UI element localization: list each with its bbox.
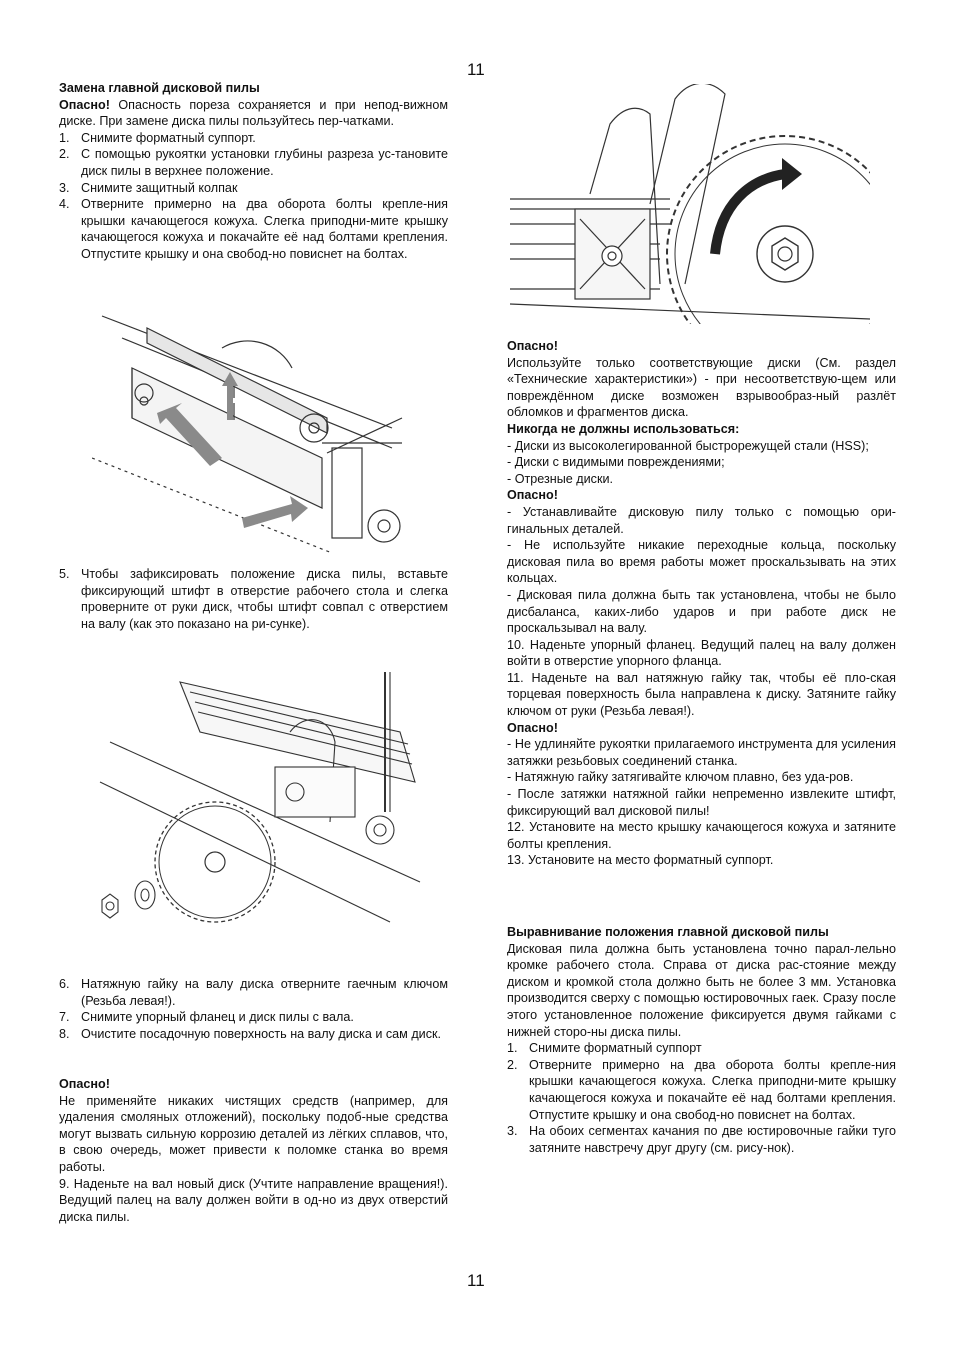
list-item: 12. Установите на место крышку качающегося кожуха и затяните болты крепления. (507, 820, 896, 851)
list-item: - Диски с видимыми повреждениями; (507, 455, 725, 470)
danger-label: Опасно! (507, 720, 558, 735)
danger-label: Опасно! (507, 339, 558, 353)
list-item: 2. Отверните примерно на два оборота болты крепле-ния крышки качающегося кожуха. Слегка приподни-мите крышку качающегося кожуха и покачайте её над болтами крепления. Отпустите крышку и она свобод-но повиснет на болтах. (507, 1057, 896, 1122)
right-column (507, 338, 896, 869)
figure-guard-cover (92, 308, 404, 558)
list-item: 10. Наденьте упорный фланец. Ведущий палец на валу должен войти в отверстие упорного фланца. (507, 637, 896, 669)
section-heading-blade-replacement: Замена главной дисковой пилы (59, 81, 260, 95)
list-item: 13. Установите на место форматный суппорт. (507, 853, 774, 868)
section-heading-alignment: Выравнивание положения главной дисковой пилы (507, 925, 829, 939)
flange-icon (135, 881, 155, 909)
list-item: - Не используйте никакие переходные кольца, поскольку дисковая пила во время работы может проскальзывать на этих кольцах. (507, 538, 896, 586)
blade-removal-illustration (90, 672, 430, 944)
list-item: 6. Натяжную гайку на валу диска отверните гаечным ключом (Резьба левая!). (59, 977, 448, 1008)
saw-blade-icon (155, 802, 275, 922)
list-item: 3. На обоих сегментах качания по две юстировочные гайки туго затяните навстречу друг другу (см. рису-нок). (507, 1124, 896, 1155)
guard-cover-illustration (92, 308, 404, 558)
list-item: - Устанавливайте дисковую пилу только с помощью ори-гинальных деталей. (507, 504, 896, 536)
list-item: 8. Очистите посадочную поверхность на валу диска и сам диск. (59, 1026, 442, 1041)
saw-blade-icon (667, 136, 870, 324)
page-number-top: 11 (467, 60, 485, 79)
left-step-5 (59, 566, 448, 632)
list-item: 11. Наденьте на вал натяжную гайку так, чтобы её пло-ская торцевая поверхность была направлена к диску. Затяните гайку ключом от руки (Резьба левая!). (507, 670, 896, 719)
left-column-top (59, 80, 448, 263)
danger-label: Опасно! (59, 97, 110, 112)
list-item: - После затяжки натяжной гайки непременно извлеките штифт, фиксирующий вал дисковой пилы! (507, 787, 896, 818)
figure-blade-removal (90, 672, 430, 944)
danger-text: Опасность пореза сохраняется и при непод-вижном диске. При замене диска пилы пользуйтесь пер-чатками. (59, 97, 448, 129)
list-item: 4. Отверните примерно на два оборота болты крепле-ния крышки качающегося кожуха. Слегка приподни-мите крышку качающегося кожуха и покачайте её над болтами крепления. Отпустите крышку и она свобод-но повиснет на болтах. (59, 197, 448, 261)
never-use-heading: Никогда не должны использоваться: (507, 421, 740, 436)
list-item: - Натяжную гайку затягивайте ключом плавно, без уда-ров. (507, 770, 854, 785)
step-9: 9. Наденьте на вал новый диск (Учтите направление вращения!). Ведущий палец на валу должен войти в од-но из двух отверстий диска пилы. (59, 1176, 448, 1224)
list-item: - Диски из высоколегированной быстрорежущей стали (HSS); (507, 438, 869, 453)
list-item: 1. Снимите форматный суппорт. (59, 130, 256, 145)
list-item: 1. Снимите форматный суппорт (507, 1041, 702, 1056)
list-item: - Отрезные диски. (507, 471, 613, 486)
list-item: 2. С помощью рукоятки установки глубины разреза ус-тановите диск пилы в верхнее положение. (59, 147, 448, 178)
list-item: 7. Снимите упорный фланец и диск пилы с вала. (59, 1010, 354, 1025)
list-item: 3. Снимите защитный колпак (59, 180, 238, 195)
list-item: 5. Чтобы зафиксировать положение диска пилы, вставьте фиксирующий штифт в отверстие рабочего стола и слегка проверните от руки диск, чтобы штифт совпал с отверстием на валу (как это показано на ри-сунке). (59, 567, 448, 631)
danger-label: Опасно! (507, 488, 558, 503)
right-column-alignment (507, 924, 896, 1156)
left-steps-6-8 (59, 976, 448, 1042)
list-item: - Не удлиняйте рукоятки прилагаемого инструмента для усиления затяжки резьбовых соединений станка. (507, 737, 896, 768)
figure-rotation-direction (510, 84, 870, 324)
danger-paragraph-2: Не применяйте никаких чистящих средств (например, для удаления смоляных отложений), поскольку подоб-ные средства могут вызвать сильную коррозию деталей из лёгких сплавов, что, в свою очередь, может привести к поломке станка во время работы. (59, 1093, 448, 1174)
list-item: - Дисковая пила должна быть так установлена, чтобы не было дисбаланса, каких-либо ударов и при работе диск не проскальзывал на валу. (507, 587, 896, 636)
rotation-direction-illustration (510, 84, 870, 324)
danger-label: Опасно! (59, 1077, 110, 1091)
nut-icon (102, 894, 118, 918)
alignment-paragraph: Дисковая пила должна быть установлена точно парал-лельно кромке рабочего стола. Справа от диска рас-стояние между диском и кромкой стола должно быть не более 3 мм. Установка производится сверху с помощью юстировочных гаек. Сразу после этого установленное положение фиксируется двумя гайками с нижней сторо-ны диска пилы. (507, 941, 896, 1039)
page-number-bottom: 11 (467, 1271, 485, 1290)
danger-paragraph-1 (59, 97, 448, 130)
danger-paragraph: Используйте только соответствующие диски (См. раздел «Технические характеристики») - при несоответствую-щем или повреждённом диске возможен взрывообраз-ный разлёт обломков и фрагментов диска. (507, 355, 896, 420)
left-column-bottom (59, 1076, 448, 1225)
